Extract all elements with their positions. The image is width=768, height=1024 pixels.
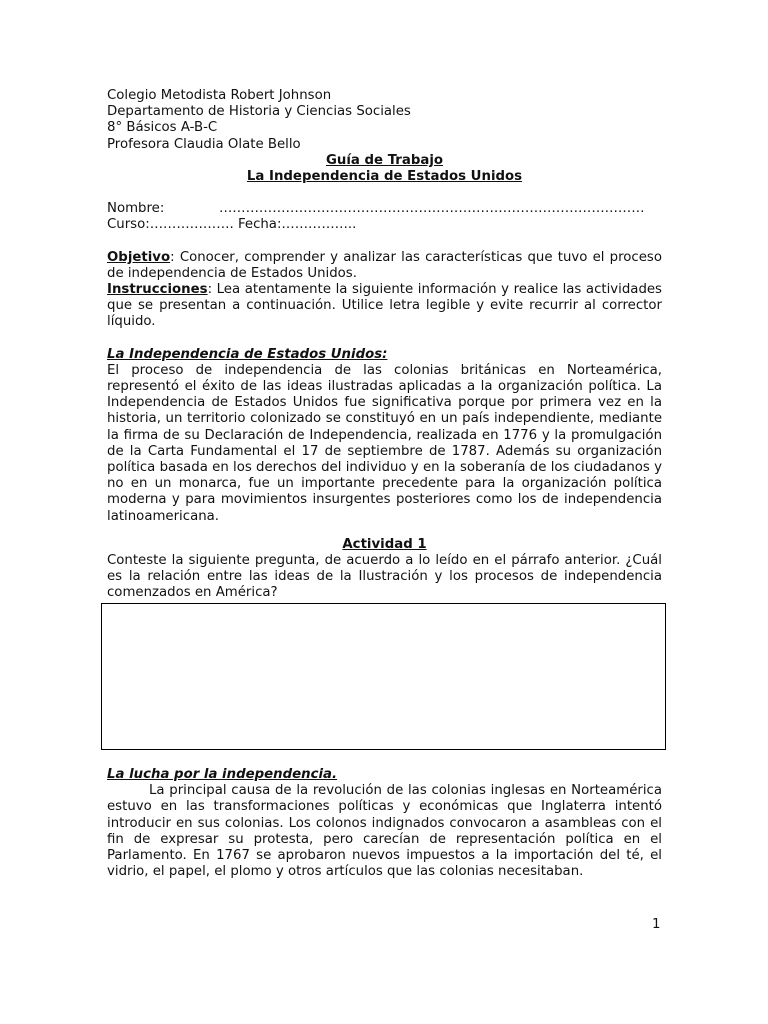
objective <box>107 250 662 282</box>
instructions-text: : Lea atentamente la siguiente información y realice las actividades que se presentan a continuación. Utilice letra legible y evite recurrir al corrector líquido. <box>107 282 662 330</box>
instructions-label: Instrucciones <box>107 282 208 298</box>
objective-text: : Conocer, comprender y analizar las características que tuvo el proceso de independencia de Estados Unidos. <box>107 249 662 281</box>
date-label: Fecha:…………….. <box>237 217 357 233</box>
section-heading-2: La lucha por la independencia. <box>107 767 338 782</box>
activity-title: Actividad 1 <box>342 536 427 552</box>
answer-box[interactable] <box>101 603 666 750</box>
objective-label: Objetivo <box>107 249 171 265</box>
school-name: Colegio Metodista Robert Johnson <box>107 88 332 103</box>
section-heading: La Independencia de Estados Unidos: <box>107 346 388 362</box>
document-title: Guía de Trabajo <box>325 152 444 168</box>
section-body: El proceso de independencia de las colonias británicas en Norteamérica, representó el éxito de las ideas ilustradas aplicadas a la organización política. La Independencia de Estados Unidos fue significativa porque por primera vez en la historia, un territorio colonizado se constituyó en un país independiente, mediante la firma de su Declaración de Independencia, realizada en 1776 y la promulgación de la Carta Fundamental el 17 de septiembre de 1787. Además su organización política basada en los derechos del individuo y en la soberanía de los ciudadanos y no en un monarca, fue un importante precedente para la organización política moderna y para movimientos insurgentes posteriores como los de independencia latinoamericana. <box>107 362 662 524</box>
document-page <box>107 88 662 602</box>
document-subtitle: La Independencia de Estados Unidos <box>246 169 523 185</box>
grade-level: 8° Básicos A-B-C <box>107 120 218 136</box>
name-label: Nombre: <box>107 201 165 217</box>
page-number: 1 <box>652 917 661 932</box>
course-label: Curso:………………. <box>107 217 234 233</box>
instructions <box>107 282 662 331</box>
name-blank: …………………………………………………………………………………… <box>219 201 645 217</box>
department-name: Departamento de Historia y Ciencias Sociales <box>107 104 411 120</box>
teacher-name: Profesora Claudia Olate Bello <box>107 136 301 152</box>
activity-question: Conteste la siguiente pregunta, de acuerdo a lo leído en el párrafo anterior. ¿Cuál es la relación entre las ideas de la Ilustración y los procesos de independencia comenzados en América? <box>107 553 662 601</box>
name-field <box>107 201 662 217</box>
section-2 <box>107 767 662 880</box>
course-date-field <box>107 217 662 233</box>
section-body-2: La principal causa de la revolución de las colonias inglesas en Norteamérica estuvo en las transformaciones políticas y económicas que Inglaterra intentó introducir en sus colonias. Los colonos indignados convocaron a asambleas con el fin de expresar su protesta, pero carecían de representación política en el Parlamento. En 1767 se aprobaron nuevos impuestos a la importación del té, el vidrio, el papel, el plomo y otros artículos que las colonias necesitaban. <box>107 783 662 880</box>
